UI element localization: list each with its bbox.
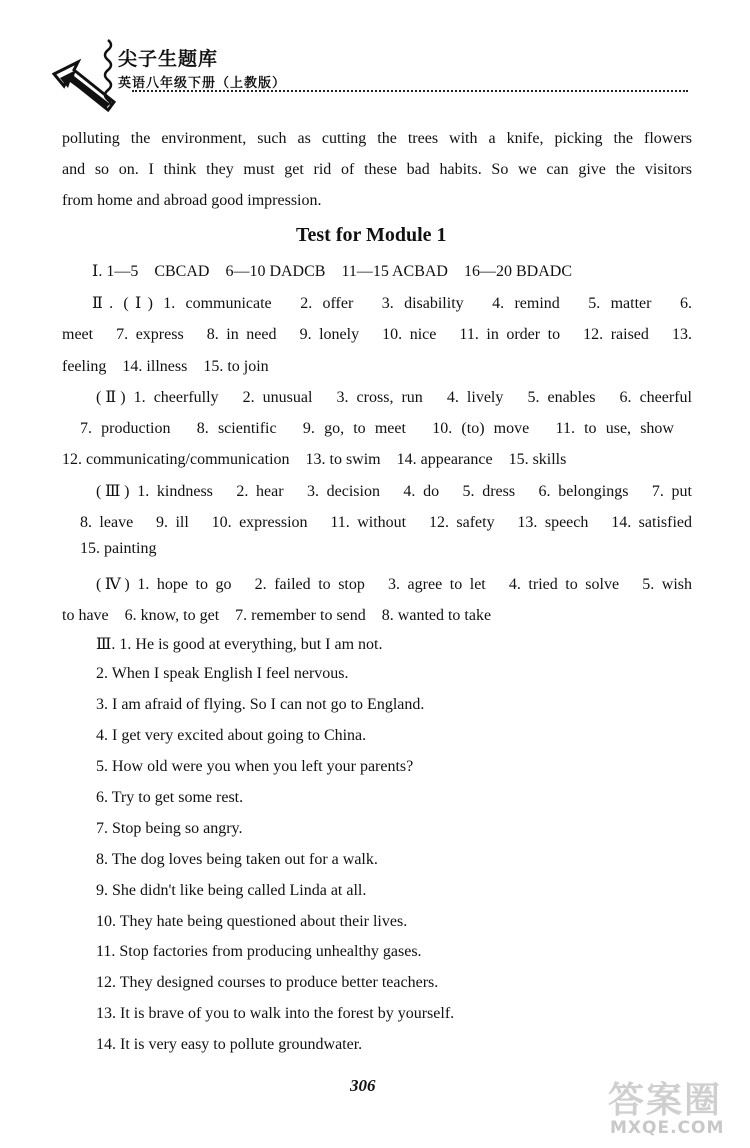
answer-line: 9. She didn't like being called Linda at all. xyxy=(96,882,367,899)
answer-line: Ⅱ. (Ⅰ) 1. communicate 2. offer 3. disability 4. remind 5. matter 6. xyxy=(92,295,692,312)
answer-line: meet 7. express 8. in need 9. lonely 10. nice 11. in order to 12. raised 13. xyxy=(62,326,692,343)
arrow-logo-icon xyxy=(48,38,120,118)
page-header xyxy=(48,38,698,118)
answer-line: 7. Stop being so angry. xyxy=(96,820,243,837)
answer-line: 8. leave 9. ill 10. expression 11. without 12. safety 13. speech 14. satisfied xyxy=(80,514,692,531)
answer-line: 7. production 8. scientific 9. go, to meet 10. (to) move 11. to use, show xyxy=(80,420,674,437)
answer-line: 14. It is very easy to pollute groundwater. xyxy=(96,1036,363,1053)
answer-line: 11. Stop factories from producing unhealthy gases. xyxy=(96,943,422,960)
answer-line: 2. When I speak English I feel nervous. xyxy=(96,665,349,682)
answer-line: 6. Try to get some rest. xyxy=(96,789,244,806)
answer-line: Ⅰ. 1—5 CBCAD 6—10 DADCB 11—15 ACBAD 16—20 BDADC xyxy=(92,263,572,280)
answer-line: 12. They designed courses to produce better teachers. xyxy=(96,974,439,991)
answer-line: feeling 14. illness 15. to join xyxy=(62,358,269,375)
answer-line: (Ⅱ) 1. cheerfully 2. unusual 3. cross, run 4. lively 5. enables 6. cheerful xyxy=(96,389,692,406)
header-dotted-rule xyxy=(132,90,688,92)
answer-line: 10. They hate being questioned about their lives. xyxy=(96,913,408,930)
answer-line: (Ⅳ) 1. hope to go 2. failed to stop 3. agree to let 4. tried to solve 5. wish xyxy=(96,576,692,593)
answer-line: 13. It is brave of you to walk into the forest by yourself. xyxy=(96,1005,455,1022)
watermark-url: MXQE.COM xyxy=(610,1118,725,1138)
answer-line: 4. I get very excited about going to China. xyxy=(96,727,367,744)
answer-line: Ⅲ. 1. He is good at everything, but I am not. xyxy=(96,636,383,653)
page-number: 306 xyxy=(350,1076,376,1095)
book-series-title: 尖子生题库 xyxy=(118,48,219,70)
watermark xyxy=(608,1072,744,1144)
book-subtitle: 英语八年级下册（上教版） xyxy=(118,76,287,91)
answer-line: (Ⅲ) 1. kindness 2. hear 3. decision 4. do 5. dress 6. belongings 7. put xyxy=(96,483,692,500)
answer-line: 3. I am afraid of flying. So I can not go to England. xyxy=(96,696,425,713)
answer-line: 8. The dog loves being taken out for a walk. xyxy=(96,851,378,868)
text-line: polluting the environment, such as cutting the trees with a knife, picking the flowers xyxy=(62,130,692,147)
answer-line: 5. How old were you when you left your parents? xyxy=(96,758,414,775)
watermark-text: 答案圈 xyxy=(608,1080,723,1121)
answer-line: 12. communicating/communication 13. to swim 14. appearance 15. skills xyxy=(62,451,567,468)
answer-line: to have 6. know, to get 7. remember to send 8. wanted to take xyxy=(62,607,492,624)
text-line: and so on. I think they must get rid of these bad habits. So we can give the visitors xyxy=(62,161,692,178)
answer-line: 15. painting xyxy=(80,540,157,557)
text-line: from home and abroad good impression. xyxy=(62,192,322,209)
section-title: Test for Module 1 xyxy=(296,224,447,246)
